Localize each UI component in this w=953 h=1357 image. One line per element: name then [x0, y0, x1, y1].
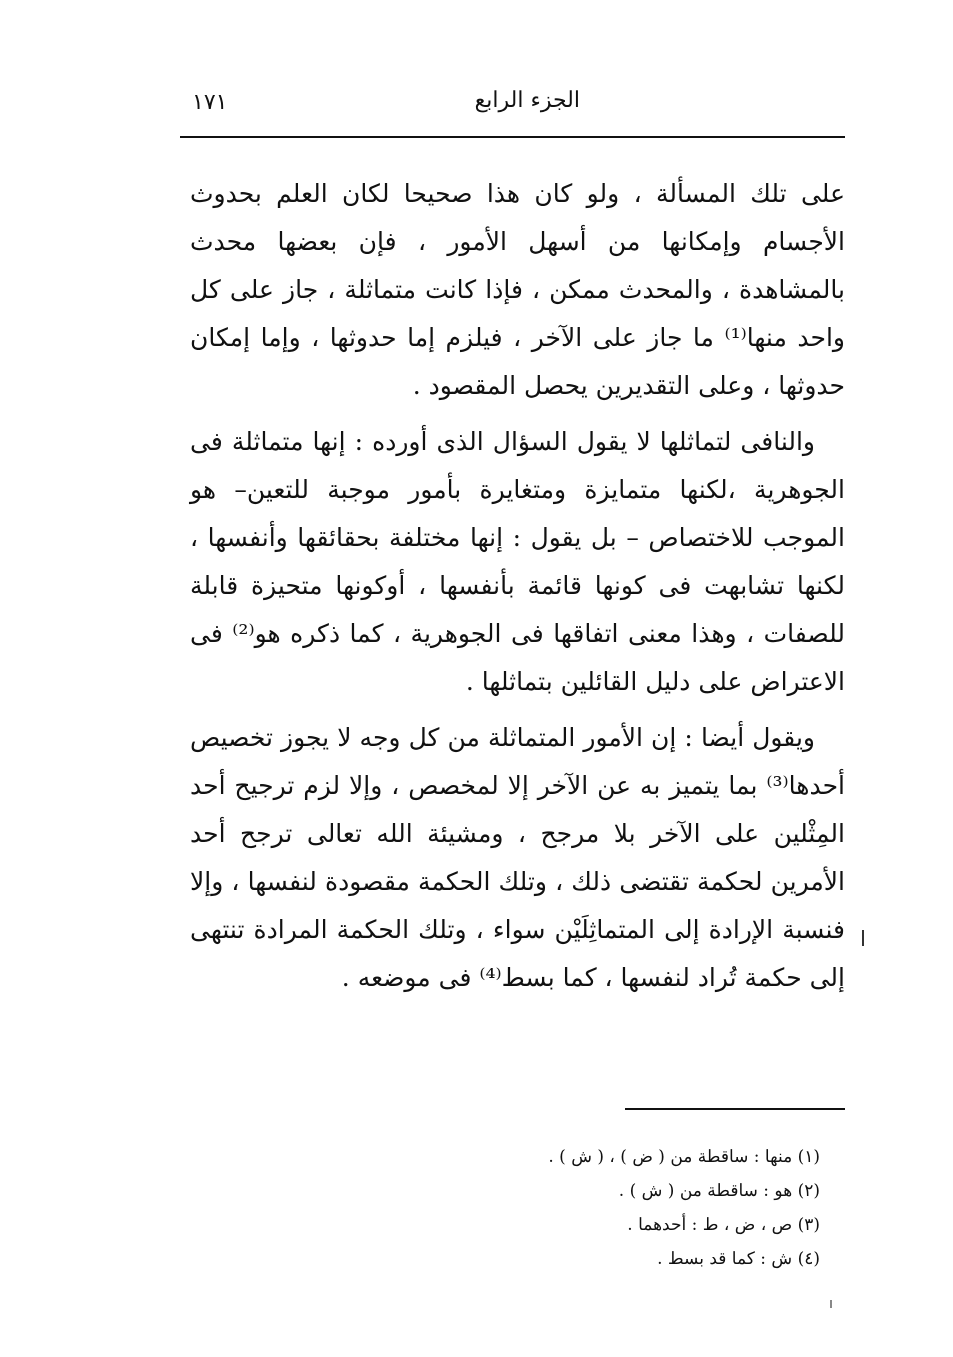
footnotes	[470, 1140, 820, 1276]
page-header	[180, 84, 845, 128]
paragraph-1: على تلك المسألة ، ولو كان هذا صحيحا لكان العلم بحدوث الأجسام وإمكانها من أسهل الأمور ، فإن بعضها محدث بالمشاهدة ، والمحدث ممكن ، فإذا كانت متماثلة ، جاز على كل واحد منها⁽¹⁾ ما جاز على الآخر ، فيلزم إما حدوثها ، وإما إمكان حدوثها ، وعلى التقديرين يحصل المقصود .	[190, 179, 845, 400]
margin-mark	[862, 930, 864, 946]
footnote-2: (٢) هو : ساقطة من ( ش ) .	[618, 1181, 820, 1201]
footnote-1: (١) منها : ساقطة من ( ض ) ، ( ش ) .	[548, 1147, 820, 1167]
footnote-rule	[625, 1108, 845, 1110]
scan-mark	[830, 1300, 832, 1308]
paragraph-3: ويقول أيضا : إن الأمور المتماثلة من كل وجه لا يجوز تخصيص أحدها⁽³⁾ بما يتميز به عن الآخر إلا لمخصص ، وإلا لزم ترجيح أحد المِثْلين على الآخر بلا مرجح ، ومشيئة الله تعالى ترجح أحد الأمرين لحكمة تقتضى ذلك ، وتلك الحكمة مقصودة لنفسها ، وإلا فنسبة الإرادة إلى المتماثِلَيْن سواء ، وتلك الحكمة المرادة تنتهى إلى حكمة تُراد لنفسها ، كما بسط⁽⁴⁾ فى موضعه .	[190, 723, 845, 992]
footnote-3: (٣) ص ، ض ، ط : أحدهما .	[627, 1215, 820, 1235]
body-text	[190, 170, 845, 1002]
paragraph-2: والنافى لتماثلها لا يقول السؤال الذى أورده : إنها متماثلة فى الجوهرية ،لكنها متمايزة ومتغايرة بأمور موجبة للتعين– هو الموجب للاختصاص – بل يقول : إنها مختلفة بحقائقها وأنفسها ، لكنها تشابهت فى كونها قائمة بأنفسها ، أوكونها متحيزة قابلة للصفات ، وهذا معنى اتفاقها فى الجوهرية ، كما ذكره هو⁽²⁾ فى الاعتراض على دليل القائلين بتماثلها .	[190, 427, 845, 696]
page-number: ١٧١	[192, 90, 228, 115]
footnote-4: (٤) ش : كما قد بسط .	[657, 1249, 820, 1269]
header-rule	[180, 136, 845, 138]
running-title: الجزء الرابع	[474, 88, 580, 113]
